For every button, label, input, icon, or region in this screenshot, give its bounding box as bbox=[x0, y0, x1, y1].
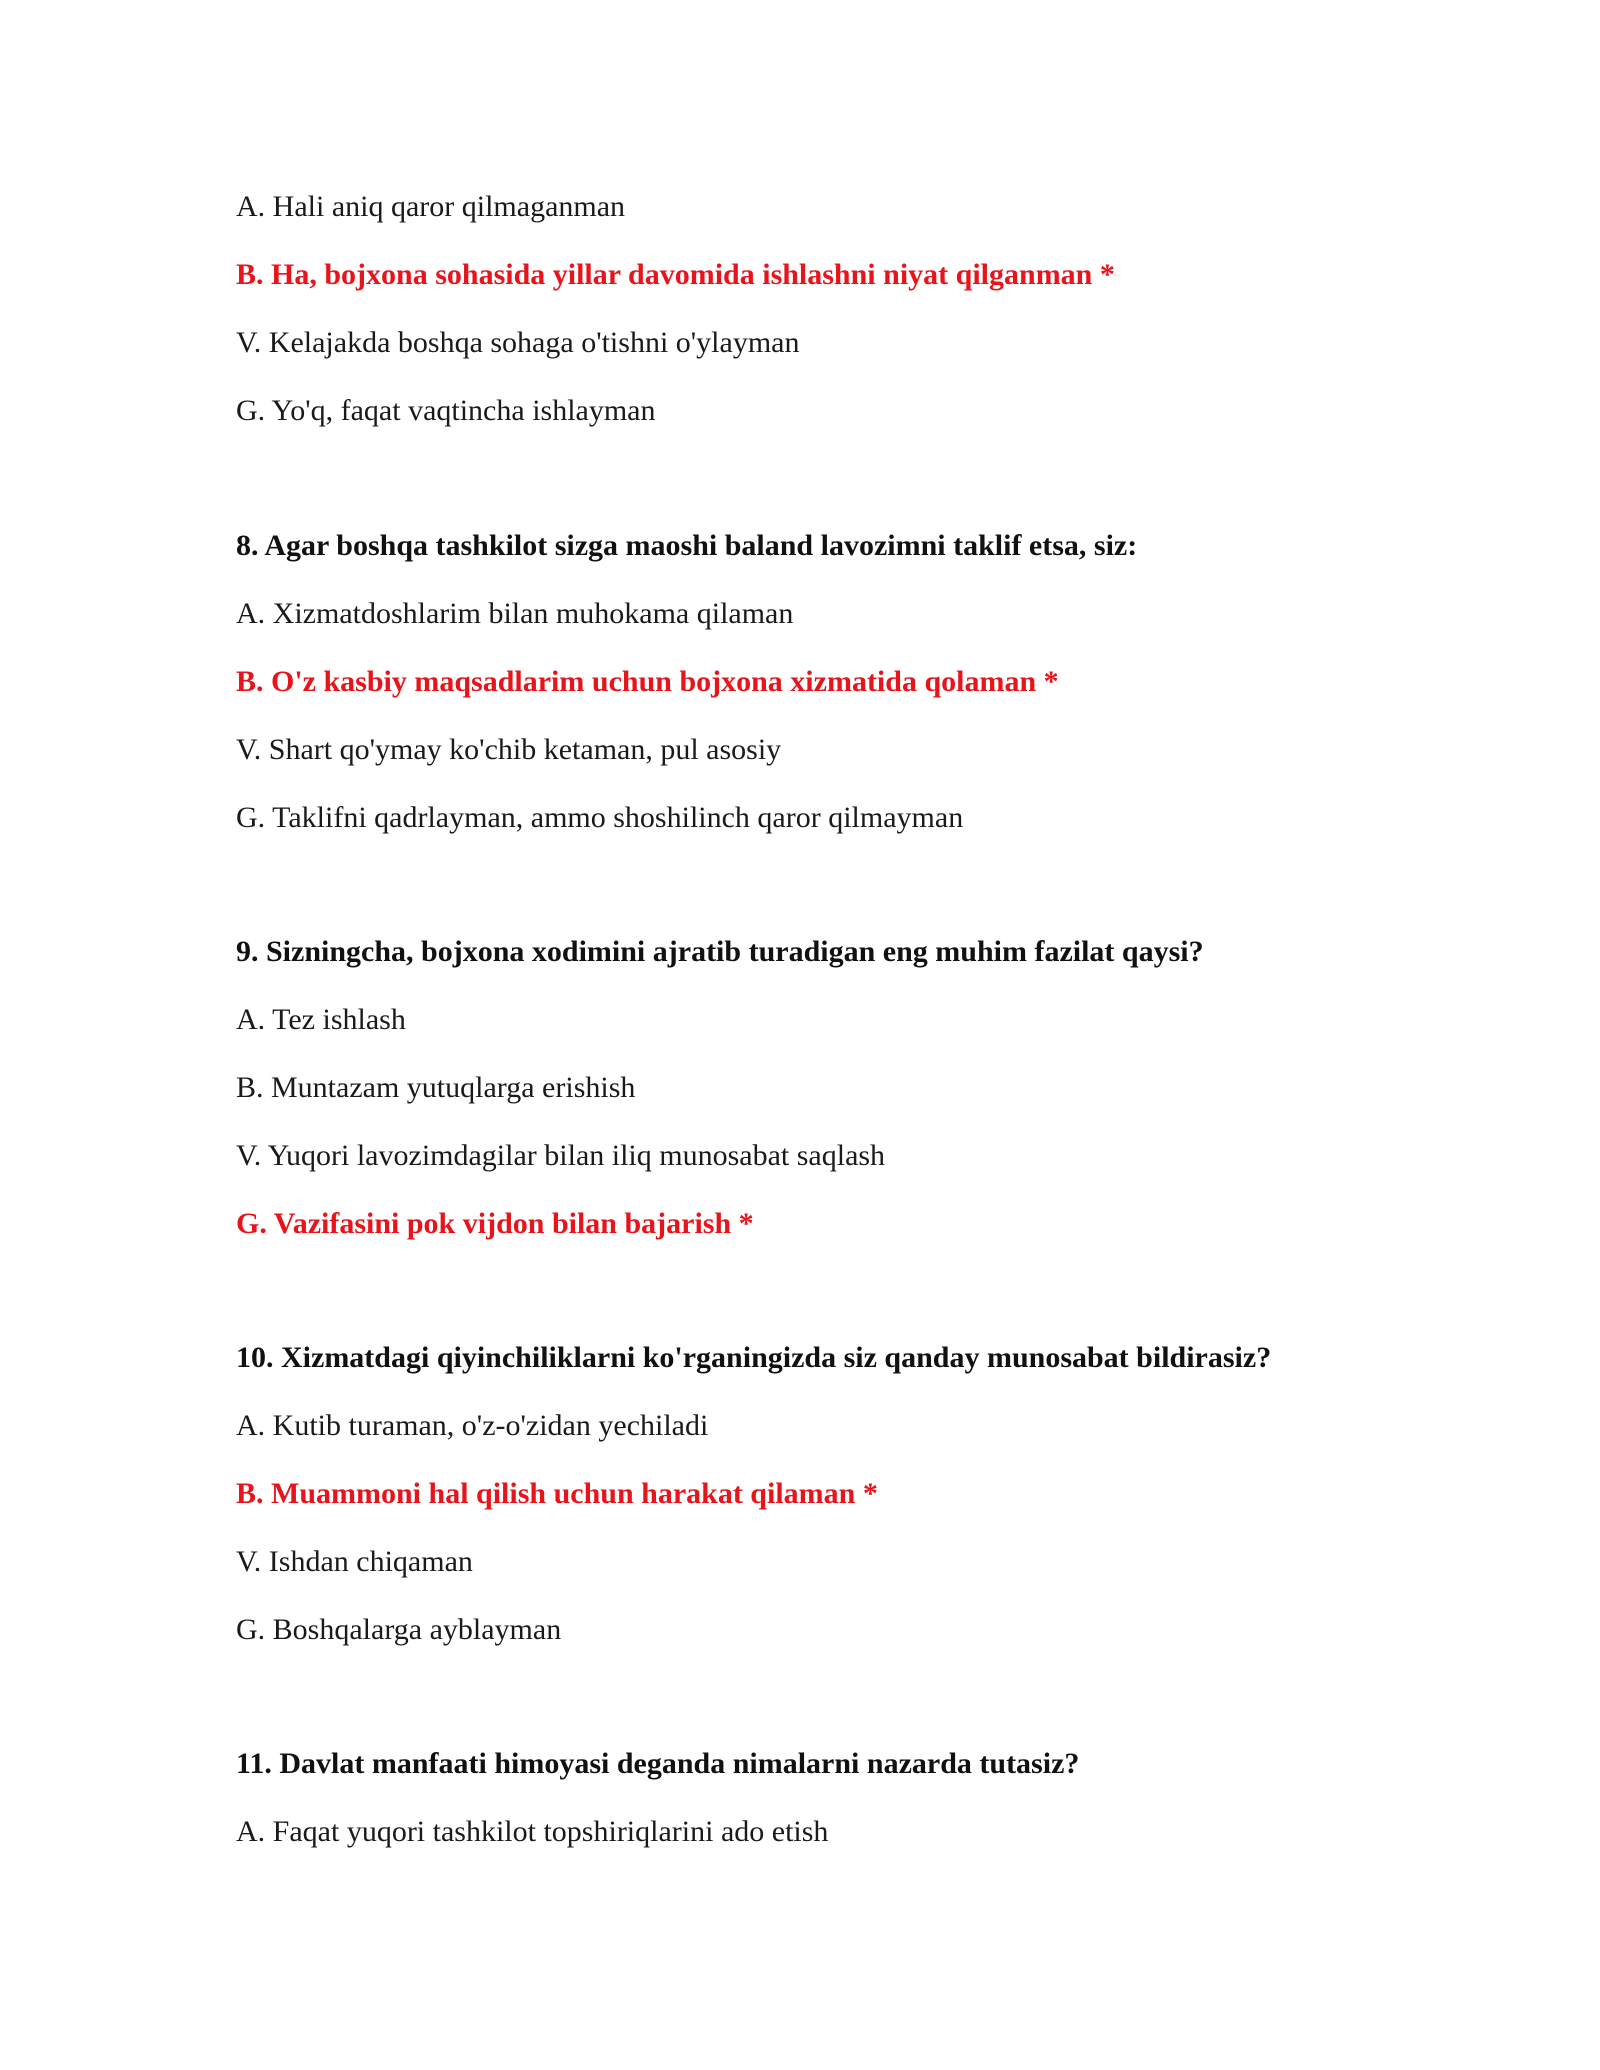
q8-question: 8. Agar boshqa tashkilot sizga maoshi baland lavozimni taklif etsa, siz: bbox=[236, 529, 1138, 562]
q9-option-g-correct: G. Vazifasini pok vijdon bilan bajarish * bbox=[236, 1207, 754, 1240]
q8-option-a: A. Xizmatdoshlarim bilan muhokama qilaman bbox=[236, 597, 794, 630]
q10-option-v: V. Ishdan chiqaman bbox=[236, 1545, 473, 1578]
q10-option-b-correct: B. Muammoni hal qilish uchun harakat qilaman * bbox=[236, 1477, 878, 1510]
q11-option-a: A. Faqat yuqori tashkilot topshiriqlarini ado etish bbox=[236, 1815, 829, 1848]
q7-option-b-correct: B. Ha, bojxona sohasida yillar davomida ishlashni niyat qilganman * bbox=[236, 258, 1115, 291]
q7-option-a: A. Hali aniq qaror qilmaganman bbox=[236, 190, 626, 223]
q10-option-g: G. Boshqalarga ayblayman bbox=[236, 1613, 562, 1646]
q8-option-v: V. Shart qo'ymay ko'chib ketaman, pul asosiy bbox=[236, 733, 782, 766]
q7-option-v: V. Kelajakda boshqa sohaga o'tishni o'ylayman bbox=[236, 326, 800, 359]
q9-option-a: A. Tez ishlash bbox=[236, 1003, 406, 1036]
q8-option-g: G. Taklifni qadrlayman, ammo shoshilinch qaror qilmayman bbox=[236, 801, 964, 834]
q10-question: 10. Xizmatdagi qiyinchiliklarni ko'rganingizda siz qanday munosabat bildirasiz? bbox=[236, 1341, 1272, 1374]
q10-option-a: A. Kutib turaman, o'z-o'zidan yechiladi bbox=[236, 1409, 709, 1442]
q11-question: 11. Davlat manfaati himoyasi deganda nimalarni nazarda tutasiz? bbox=[236, 1747, 1080, 1780]
q9-question: 9. Sizningcha, bojxona xodimini ajratib turadigan eng muhim fazilat qaysi? bbox=[236, 935, 1204, 968]
q7-option-g: G. Yo'q, faqat vaqtincha ishlayman bbox=[236, 394, 656, 427]
q9-option-v: V. Yuqori lavozimdagilar bilan iliq munosabat saqlash bbox=[236, 1139, 886, 1172]
q8-option-b-correct: B. O'z kasbiy maqsadlarim uchun bojxona xizmatida qolaman * bbox=[236, 665, 1059, 698]
q9-option-b: B. Muntazam yutuqlarga erishish bbox=[236, 1071, 636, 1104]
